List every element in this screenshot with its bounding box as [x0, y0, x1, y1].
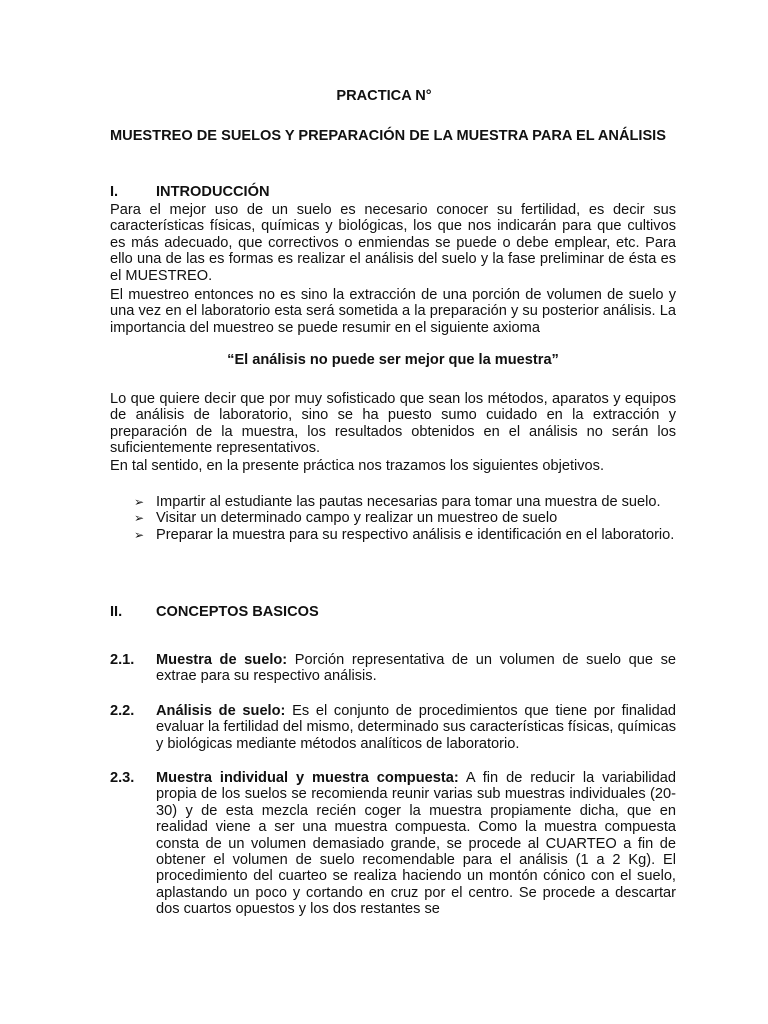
definition-muestra-individual-compuesta [156, 770, 676, 918]
arrow-bullet-icon: ➢ [134, 527, 145, 542]
section-1-number: I. [110, 184, 119, 200]
list-item [110, 527, 676, 543]
intro-paragraph-2: El muestreo entonces no es sino la extracción de una porción de volumen de suelo y una vez en el laboratorio esta será sometida a la preparación y su posterior análisis. La importancia del muestreo se puede resumir en el siguiente axioma [110, 287, 676, 336]
definition-number: 2.3. [110, 770, 135, 786]
section-1-title: INTRODUCCIÓN [156, 184, 270, 200]
objective-text: Preparar la muestra para su respectivo análisis e identificación en el laboratorio. [156, 526, 675, 543]
definition-text: Es el conjunto de procedimientos que tiene por finalidad evaluar la fertilidad del mismo, determinado sus características físicas, químicas y biológicas mediante métodos analíticos de laboratorio. [156, 703, 676, 752]
intro-paragraph-4: En tal sentido, en la presente práctica nos trazamos los siguientes objetivos. [110, 458, 605, 474]
section-2-title: CONCEPTOS BASICOS [156, 604, 319, 620]
list-item [110, 494, 676, 510]
arrow-bullet-icon: ➢ [134, 511, 145, 526]
definition-analisis-de-suelo [156, 703, 676, 752]
definition-muestra-de-suelo [156, 652, 676, 685]
intro-paragraph-3: Lo que quiere decir que por muy sofisticado que sean los métodos, aparatos y equipos de análisis de laboratorio, sino se ha puesto sumo cuidado en la extracción y preparación de la muestra, los resultados obtenidos en el análisis no serán los suficientemente representativos. [110, 391, 676, 457]
list-item [110, 510, 676, 526]
definition-number: 2.2. [110, 703, 135, 719]
main-heading: MUESTREO DE SUELOS Y PREPARACIÓN DE LA MUESTRA PARA EL ANÁLISIS [110, 128, 666, 144]
intro-paragraph-1: Para el mejor uso de un suelo es necesario conocer su fertilidad, es decir sus características físicas, químicas y biológicas, los que nos indicarán para que cultivos es más adecuado, que correctivos o enmiendas se puede o debe emplear, etc. Para ello una de las es formas es realizar el análisis del suelo y la fase preliminar de ésta es el MUESTREO. [110, 202, 676, 284]
definition-term: Muestra individual y muestra compuesta: [156, 770, 459, 786]
section-2-number: II. [110, 604, 123, 620]
page-title: PRACTICA N° [336, 88, 432, 104]
definition-term: Análisis de suelo: [156, 703, 286, 719]
definition-text: A fin de reducir la variabilidad propia de los suelos se recomienda reunir varias sub muestras individuales (20-30) y de esta mezcla recién coger la muestra propiamente dicha, que en realidad viene a ser una muestra compuesta. Como la muestra compuesta consta de un volumen demasiado grande, se procede al CUARTEO a fin de obtener el volumen de suelo recomendable para el análisis (1 a 2 Kg). El procedimiento del cuarteo se realiza haciendo un montón cónico con el suelo, aplastando un poco y cortando en cruz por el centro. Se procede a descartar dos cuartos opuestos y los dos restantes se [156, 770, 676, 918]
definition-number: 2.1. [110, 652, 135, 668]
objective-text: Impartir al estudiante las pautas necesarias para tomar una muestra de suelo. [156, 494, 661, 510]
objectives-list [110, 494, 676, 543]
definition-text: Porción representativa de un volumen de suelo que se extrae para su respectivo análisis. [156, 652, 677, 685]
axiom-quote: “El análisis no puede ser mejor que la muestra” [227, 352, 559, 368]
objective-text: Visitar un determinado campo y realizar un muestreo de suelo [156, 510, 558, 527]
arrow-bullet-icon: ➢ [134, 495, 145, 509]
definition-term: Muestra de suelo: [156, 652, 288, 668]
